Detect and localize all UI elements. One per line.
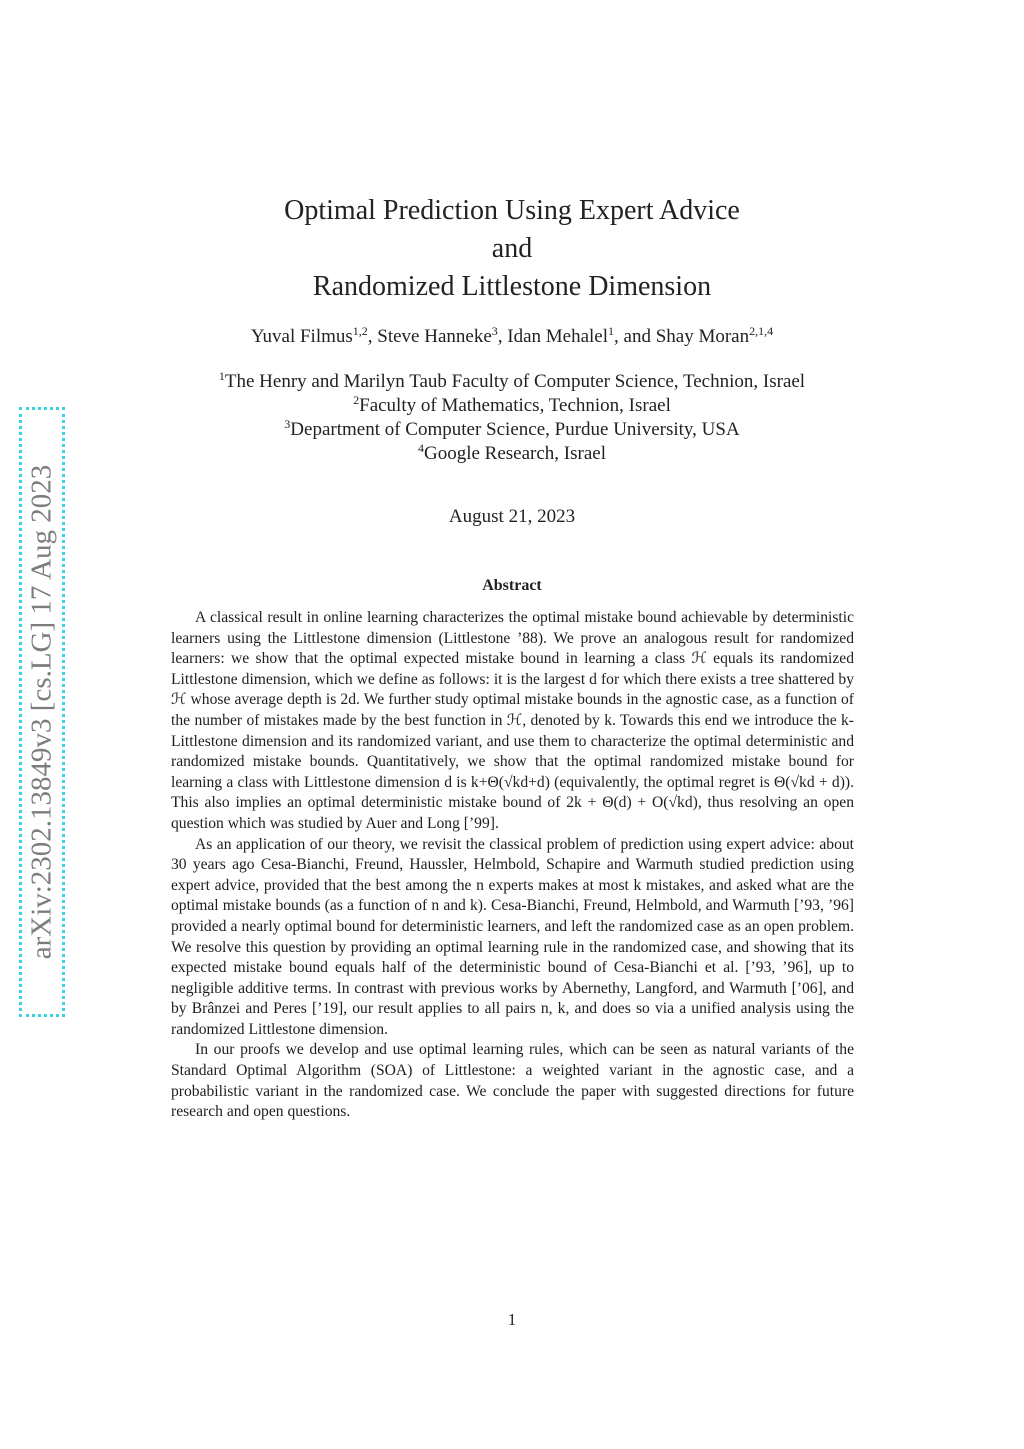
affiliation-mark: 2 — [353, 393, 360, 407]
author-affiliation-mark: 3 — [491, 324, 498, 338]
author-name: Yuval Filmus — [250, 326, 353, 347]
author-affiliation-mark: 1,2 — [352, 324, 368, 338]
affiliation-text: The Henry and Marilyn Taub Faculty of Computer Science, Technion, Israel — [224, 371, 806, 392]
title-line-2: and — [491, 233, 533, 264]
author-list — [0, 326, 1024, 348]
affiliation — [0, 370, 1024, 394]
page-number: 1 — [507, 1310, 517, 1329]
abstract-heading: Abstract — [482, 577, 542, 594]
author-separator: , and — [614, 326, 656, 347]
affiliation-text: Department of Computer Science, Purdue University, USA — [290, 419, 740, 440]
abstract-paragraph: A classical result in online learning characterizes the optimal mistake bound achievable by deterministic learners using the Littlestone dimension (Littlestone ’88). We prove an analogous result for randomized learners: we show that the optimal expected mistake bound in learning a class ℋ equals its randomized Littlestone dimension, which we define as follows: it is the largest d for which there exists a tree shattered by ℋ whose average depth is 2d. We further study optimal mistake bounds in the agnostic case, as a function of the number of mistakes made by the best function in ℋ, denoted by k. Towards this end we introduce the k-Littlestone dimension and its randomized variant, and use them to characterize the optimal deterministic and randomized mistake bounds. Quantitatively, we show that the optimal randomized mistake bound for learning a class with Littlestone dimension d is k+Θ(√kd+d) (equivalently, the optimal regret is Θ(√kd + d)). This also implies an optimal deterministic mistake bound of 2k + Θ(d) + O(√kd), thus resolving an open question which was studied by Auer and Long [’99]. — [171, 609, 854, 832]
author-name: Steve Hanneke — [377, 326, 492, 347]
title-line-1: Optimal Prediction Using Expert Advice — [284, 195, 740, 226]
abstract-paragraph: As an application of our theory, we revisit the classical problem of prediction using expert advice: about 30 years ago Cesa-Bianchi, Freund, Haussler, Helmbold, Schapire and Warmuth studied prediction using expert advice, provided that the best among the n experts makes at most k mistakes, and asked what are the optimal mistake bounds (as a function of n and k). Cesa-Bianchi, Freund, Helmbold, and Warmuth [’93, ’96] provided a nearly optimal bound for deterministic learners, and left the randomized case as an open problem. We resolve this question by providing an optimal learning rule in the randomized case, and showing that its expected mistake bound equals half of the deterministic bound of Cesa-Bianchi et al. [’93, ’96], up to negligible additive terms. In contrast with previous works by Abernethy, Langford, and Warmuth [’06], and by Brânzei and Peres [’19], our result applies to all pairs n, k, and does so via a unified analysis using the randomized Littlestone dimension. — [171, 835, 854, 1038]
paper-title — [0, 192, 1024, 306]
author-separator: , — [367, 326, 378, 347]
title-line-3: Randomized Littlestone Dimension — [312, 271, 712, 302]
author-name: Shay Moran — [655, 326, 750, 347]
affiliation — [0, 394, 1024, 418]
abstract-body — [171, 608, 854, 1123]
author-separator: , — [497, 326, 508, 347]
affiliation-text: Google Research, Israel — [423, 443, 606, 464]
affiliation-mark: 3 — [284, 417, 291, 431]
author-name: Idan Mehalel — [507, 326, 609, 347]
author-affiliation-mark: 2,1,4 — [749, 324, 774, 338]
affiliation-mark: 4 — [417, 441, 424, 455]
affiliation-mark: 1 — [218, 369, 225, 383]
arxiv-stamp[interactable]: arXiv:2302.13849v3 [cs.LG] 17 Aug 2023 — [25, 464, 58, 960]
affiliation — [0, 418, 1024, 442]
abstract-paragraph: In our proofs we develop and use optimal learning rules, which can be seen as natural variants of the Standard Optimal Algorithm (SOA) of Littlestone: a weighted variant in the agnostic case, and a probabilistic variant in the randomized case. We conclude the paper with suggested directions for future research and open questions. — [171, 1041, 854, 1121]
affiliation-text: Faculty of Mathematics, Technion, Israel — [359, 395, 671, 416]
publication-date: August 21, 2023 — [448, 506, 576, 527]
author-affiliation-mark: 1 — [608, 324, 615, 338]
affiliation — [0, 442, 1024, 466]
affiliation-list — [0, 370, 1024, 466]
